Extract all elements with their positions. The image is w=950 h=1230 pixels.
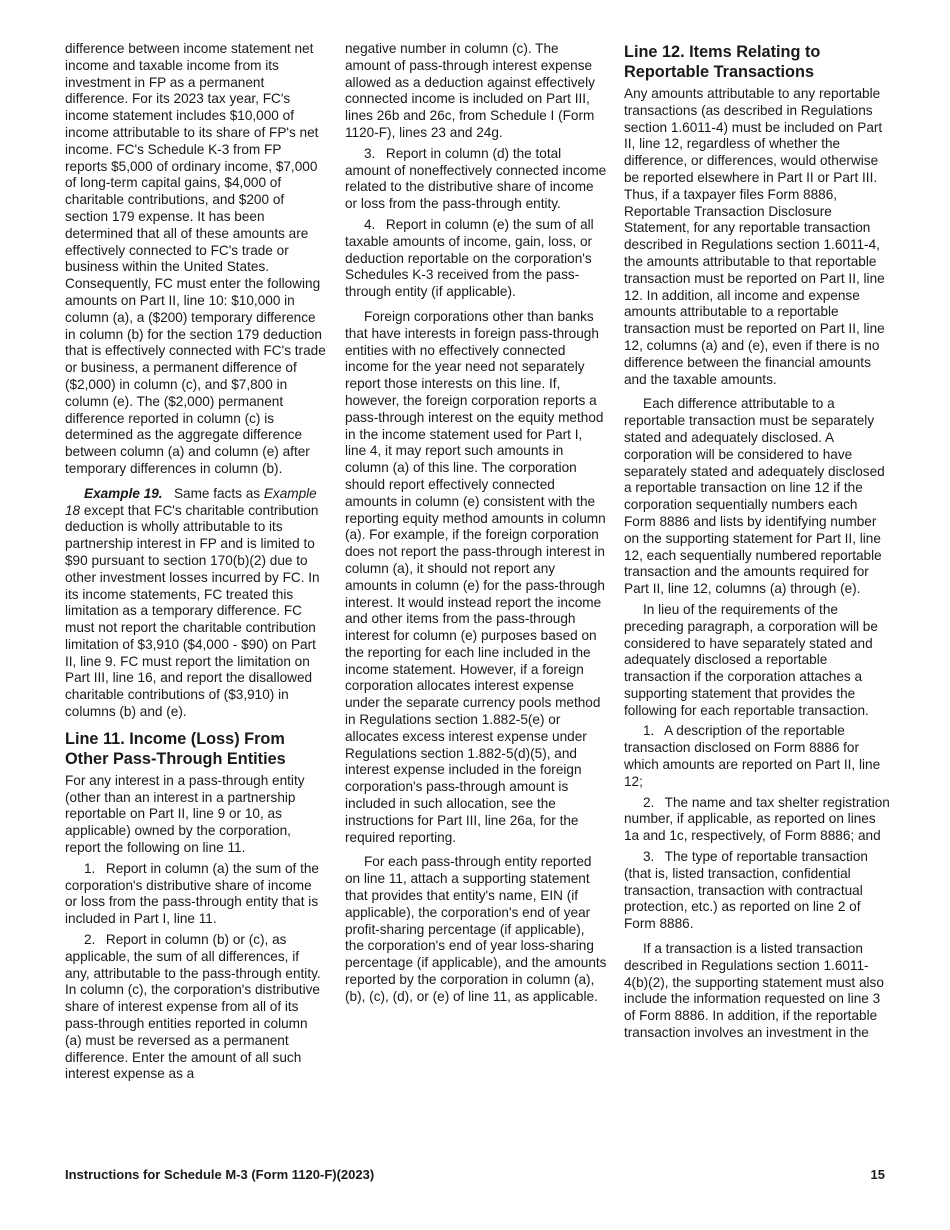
list-item-1: 1. A description of the reportable transaction disclosed on Form 8886 for which amounts are reported on Part II, line 12; bbox=[624, 723, 881, 789]
footer-document-title: Instructions for Schedule M-3 (Form 1120-F)(2023) bbox=[65, 1167, 375, 1182]
example19-body: except that FC's charitable contribution deduction is wholly attributable to its partnership interest in FP and is limited to $90 pursuant to section 170(b)(2) due to other investment losses incurred by FC. In its income statements, FC treated this limitation as a temporary difference. FC must not report the charitable contribution limitation of $3,910 ($4,000 - $90) on Part II, line 9. FC must report the limitation on Part III, line 16, and report the disallowed charitable contributions of ($3,910) in columns (b) and (e). bbox=[65, 502, 320, 720]
paragraph-listed-transaction: If a transaction is a listed transaction described in Regulations section 1.6011-4(b)(2), the supporting statement must also include the information requested on line 3 of Form 8886. In addition, if the reportable transaction involves an investment in the bbox=[624, 941, 884, 1041]
text-column-1 bbox=[65, 41, 327, 1083]
example18-reference: Example 18 bbox=[65, 485, 317, 518]
example19-label: Example 19. bbox=[84, 485, 163, 501]
paragraph-example18-continued: difference between income statement net income and taxable income from its investment in FP as a permanent difference. For its 2023 tax year, FC's income statement includes $10,000 of income attributable to its share of FP's net income. FC's Schedule K-3 from FP reports $5,000 of ordinary income, $7,000 of long-term capital gains, $4,000 of charitable contributions, and $200 of section 179 expense. It has been determined that all of these amounts are effectively connected to FC's trade or business within the United States. Consequently, FC must enter the following amounts on Part II, line 10: $10,000 in column (a), a ($200) temporary difference in column (b) for the section 179 deduction that is effectively connected with FC's trade or business, a permanent difference of ($2,000) in column (c), and $7,800 in column (e). The ($2,000) permanent difference reported in column (c) is determined as the aggregate difference between column (a) and column (e) after temporary differences in column (b). bbox=[65, 41, 326, 476]
paragraph-in-lieu: In lieu of the requirements of the preceding paragraph, a corporation will be considered to have separately stated and adequately disclosed a reportable transaction if the corporation attaches a supporting statement that provides the following for each reportable transaction. bbox=[624, 601, 878, 718]
list-item-2: 2. The name and tax shelter registration number, if applicable, as reported on lines 1a and 1c, respectively, of Form 8886; and bbox=[624, 794, 890, 844]
paragraph-example19 bbox=[65, 486, 327, 721]
paragraph-reportable-amounts: Any amounts attributable to any reportable transactions (as described in Regulations section 1.6011-4) must be included on Part II, line 12, regardless of whether the difference, or differences, would otherwise be reported elsewhere in Part II or Part III. Thus, if a taxpayer files Form 8886, Reportable Transaction Disclosure Statement, for any reportable transaction described in Regulations section 1.6011-4, the amounts attributable to that reportable transaction must be reported on Part II, line 12. In addition, all income and expense amounts attributable to a reportable transaction must be reported on Part II, line 12, columns (a) and (e), even if there is no difference between the financial amounts and the taxable amounts. bbox=[624, 86, 885, 387]
list-item-4: 4. Report in column (e) the sum of all taxable amounts of income, gain, loss, or deduction reportable on the corporation's Schedules K-3 received from the pass-through entity (if applicable). bbox=[345, 216, 594, 300]
list-item-2: 2. Report in column (b) or (c), as applicable, the sum of all differences, if any, attributable to the pass-through entity. In column (c), the corporation's distributive share of interest expense from all of its pass-through entities reported in column (a) must be reversed as a permanent difference. Enter the amount of all such interest expense as a bbox=[65, 932, 321, 1082]
heading-line-12: Line 12. Items Relating to Reportable Transactions bbox=[624, 43, 821, 81]
heading-line-11: Line 11. Income (Loss) From Other Pass-Through Entities bbox=[65, 729, 286, 768]
list-item-1: 1. Report in column (a) the sum of the corporation's distributive share of income or loss from the pass-through entity that is included in Part I, line 11. bbox=[65, 860, 319, 927]
list-item-3: 3. Report in column (d) the total amount of noneffectively connected income related to the distributive share of income or loss from the pass-through entity. bbox=[345, 145, 607, 212]
list-item-2-continued: negative number in column (c). The amount of pass-through interest expense allowed as a deduction against effectively connected income is included on Part III, lines 26b and 26c, from Schedule I (Form 1120-F), lines 23 and 24g. bbox=[345, 41, 595, 140]
paragraph-supporting-statement: For each pass-through entity reported on line 11, attach a supporting statement that provides that entity's name, EIN (if applicable), the corporation's end of year profit-sharing percentage (if applicable), the corporation's end of year loss-sharing percentage (if applicable), and the amounts reported by the corporation in column (a), (b), (c), (d), or (e) of line 11, as applicable. bbox=[345, 854, 607, 1004]
example19-pre: Same facts as bbox=[173, 485, 261, 501]
footer-page-number: 15 bbox=[870, 1167, 885, 1182]
list-item-3: 3. The type of reportable transaction (that is, listed transaction, confidential transaction, transaction with contractual protection, etc.) as reported on line 2 of Form 8886. bbox=[624, 849, 868, 932]
paragraph-line11-intro: For any interest in a pass-through entity (other than an interest in a partnership reportable on Part II, line 9 or 10, as applicable) owned by the corporation, report the following on line 11. bbox=[65, 772, 305, 856]
paragraph-foreign-corporations: Foreign corporations other than banks that have interests in foreign pass-through entities with no effectively connected income for the year need not separately report those interests on this line. If, however, the foreign corporation reports a pass-through interest on the equity method in the income statement used for Part I, line 4, it may report such amounts in column (a) of this line. The corporation should report effectively connected amounts in column (e) consistent with the reporting equity method amounts in column (a). For example, if the foreign corporation does not report the pass-through interest in column (a), it should not report any amounts in column (e) for the pass-through interest. It would instead report the income and other items from the pass-through interest for column (e) purposes based on the reporting for each line included in the income statement. However, if a foreign corporation allocates interest expense under the separate currency pools method in Regulations section 1.882-5(e) or allocates excess interest expense under Regulations section 1.882-5(d)(5), and interest expense included in the foreign corporation's pass-through amount is included in such allocation, see the instructions for Part III, line 26a, for the required reporting. bbox=[345, 308, 606, 845]
text-column-2 bbox=[345, 41, 607, 1006]
paragraph-separately-stated: Each difference attributable to a reportable transaction must be separately stated and adequately disclosed. A corporation will be considered to have separately stated and adequately disclosed a reportable transaction on line 12 if the corporation sequentially numbers each Form 8886 and lists by identifying number on the supporting statement for Part II, line 12, each sequentially numbered reportable transaction and the amounts required for Part II, line 12, columns (a) through (e). bbox=[624, 396, 885, 597]
text-column-3 bbox=[624, 41, 890, 1042]
